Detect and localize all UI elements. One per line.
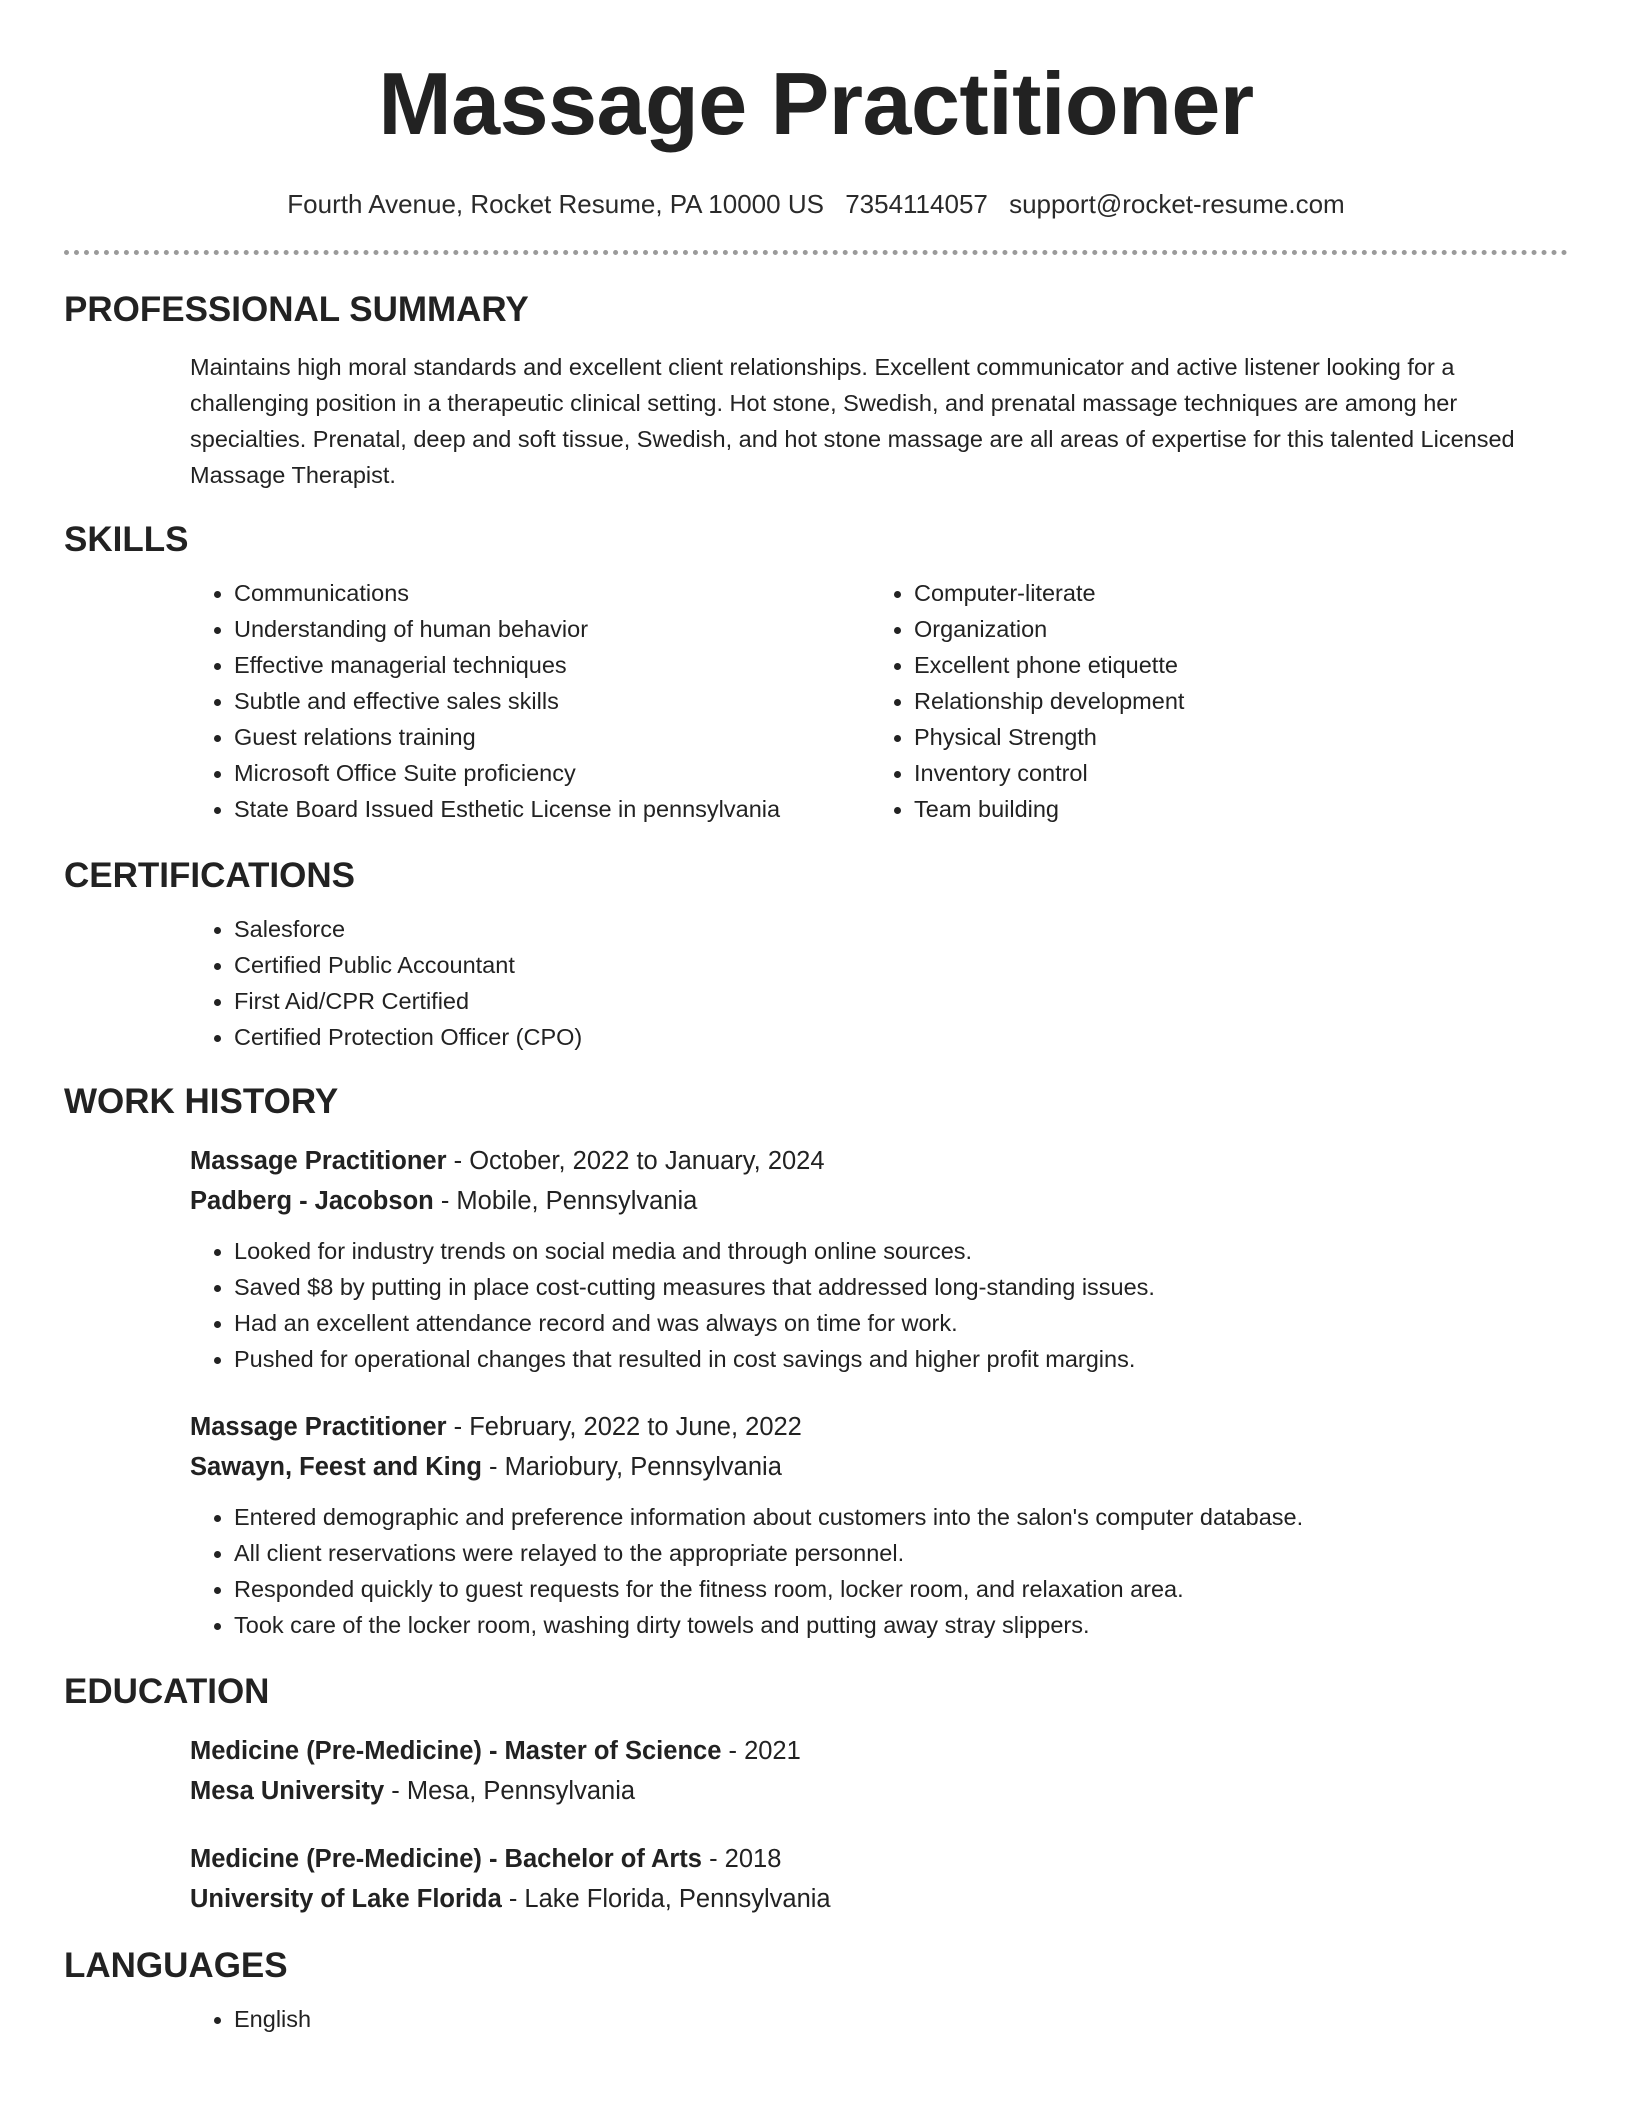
- skill-item: • Communications: [234, 575, 870, 611]
- skill-item: • Team building: [914, 791, 1184, 827]
- education-location: - Lake Florida, Pennsylvania: [501, 1885, 831, 1913]
- skill-item: • Microsoft Office Suite proficiency: [234, 755, 870, 791]
- job-company: Sawayn, Feest and King: [190, 1453, 482, 1481]
- skill-item: • Guest relations training: [234, 719, 870, 755]
- job-bullet: • Had an excellent attendance record and was always on time for work.: [234, 1305, 1568, 1341]
- skills-left-list: [190, 575, 870, 827]
- skill-item: • Effective managerial techniques: [234, 647, 870, 683]
- education-location: - Mesa, Pennsylvania: [384, 1777, 636, 1805]
- skills-right-list: [870, 575, 1184, 827]
- skill-item: • Physical Strength: [914, 719, 1184, 755]
- skills-grid: [190, 561, 1568, 827]
- certification-item: • Certified Public Accountant: [234, 947, 1568, 983]
- education-degree: Medicine (Pre-Medicine) - Master of Science: [190, 1737, 722, 1765]
- languages-section: [64, 1945, 1568, 2037]
- education-school-line: [190, 1879, 1568, 1919]
- skill-item: • Inventory control: [914, 755, 1184, 791]
- skill-item: • Subtle and effective sales skills: [234, 683, 870, 719]
- skill-item: • Excellent phone etiquette: [914, 647, 1184, 683]
- education-degree-line: [190, 1839, 1568, 1879]
- job-location: - Mariobury, Pennsylvania: [481, 1453, 782, 1481]
- education-section: [64, 1671, 1568, 1919]
- work-section: [64, 1081, 1568, 1643]
- skill-item: • Relationship development: [914, 683, 1184, 719]
- certification-item: • Salesforce: [234, 911, 1568, 947]
- education-degree-line: [190, 1731, 1568, 1771]
- job-title-line: [190, 1407, 1568, 1447]
- certifications-section: [64, 855, 1568, 1055]
- job-bullet: • Saved $8 by putting in place cost-cutting measures that addressed long-standing issues.: [234, 1269, 1568, 1305]
- education-degree: Medicine (Pre-Medicine) - Bachelor of Arts: [190, 1845, 702, 1873]
- contact-address: Fourth Avenue, Rocket Resume, PA 10000 US: [287, 189, 824, 219]
- skills-section: [64, 519, 1568, 827]
- job-bullets: [190, 1499, 1568, 1643]
- contact-line: [64, 188, 1568, 220]
- job-title-line: [190, 1141, 1568, 1181]
- education-entry: [190, 1731, 1568, 1811]
- certification-item: • Certified Protection Officer (CPO): [234, 1019, 1568, 1055]
- job-bullet: • Entered demographic and preference information about customers into the salon's computer database.: [234, 1499, 1568, 1535]
- work-title: WORK HISTORY: [64, 1082, 339, 1121]
- education-school-line: [190, 1771, 1568, 1811]
- languages-list: [190, 2001, 1568, 2037]
- skill-item: • Understanding of human behavior: [234, 611, 870, 647]
- header-divider: [64, 250, 1568, 255]
- job-role: Massage Practitioner: [190, 1413, 447, 1441]
- resume-name: Massage Practitioner: [378, 54, 1254, 153]
- skill-item: • Organization: [914, 611, 1184, 647]
- job-bullet: • Looked for industry trends on social media and through online sources.: [234, 1233, 1568, 1269]
- certifications-title: CERTIFICATIONS: [64, 856, 356, 895]
- job-dates: - October, 2022 to January, 2024: [446, 1147, 825, 1175]
- skill-item: • Computer-literate: [914, 575, 1184, 611]
- skill-item: • State Board Issued Esthetic License in pennsylvania: [234, 791, 870, 827]
- job-bullet: • All client reservations were relayed to the appropriate personnel.: [234, 1535, 1568, 1571]
- job-role: Massage Practitioner: [190, 1147, 447, 1175]
- education-school: Mesa University: [190, 1777, 385, 1805]
- job-bullets: [190, 1233, 1568, 1377]
- summary-text: Maintains high moral standards and excellent client relationships. Excellent communicator and active listener looking for a challenging position in a therapeutic clinical setting. Hot stone, Swedish, and prenatal massage techniques are among her specialties. Prenatal, deep and soft tissue, Swedish, and hot stone massage are all areas of expertise for this talented Licensed Massage Therapist.: [190, 354, 1515, 488]
- job-bullet: • Took care of the locker room, washing dirty towels and putting away stray slippers.: [234, 1607, 1568, 1643]
- education-year: - 2021: [721, 1737, 801, 1765]
- summary-section: [64, 289, 1568, 493]
- job-org-line: [190, 1181, 1568, 1221]
- certification-item: • First Aid/CPR Certified: [234, 983, 1568, 1019]
- job-company: Padberg - Jacobson: [190, 1187, 434, 1215]
- job-location: - Mobile, Pennsylvania: [433, 1187, 698, 1215]
- skills-title: SKILLS: [64, 520, 189, 559]
- job-dates: - February, 2022 to June, 2022: [446, 1413, 802, 1441]
- certifications-list: [190, 911, 1568, 1055]
- language-item: • English: [234, 2001, 1568, 2037]
- education-school: University of Lake Florida: [190, 1885, 502, 1913]
- education-entry: [190, 1839, 1568, 1919]
- summary-title: PROFESSIONAL SUMMARY: [64, 290, 529, 329]
- education-year: - 2018: [701, 1845, 782, 1873]
- job-bullet: • Pushed for operational changes that resulted in cost savings and higher profit margins.: [234, 1341, 1568, 1377]
- contact-phone: 7354114057: [845, 189, 988, 219]
- job-entry: [190, 1141, 1568, 1377]
- contact-email: support@rocket-resume.com: [1009, 189, 1345, 219]
- job-bullet: • Responded quickly to guest requests for the fitness room, locker room, and relaxation area.: [234, 1571, 1568, 1607]
- education-title: EDUCATION: [64, 1672, 270, 1711]
- languages-title: LANGUAGES: [64, 1946, 288, 1985]
- job-org-line: [190, 1447, 1568, 1487]
- job-entry: [190, 1407, 1568, 1643]
